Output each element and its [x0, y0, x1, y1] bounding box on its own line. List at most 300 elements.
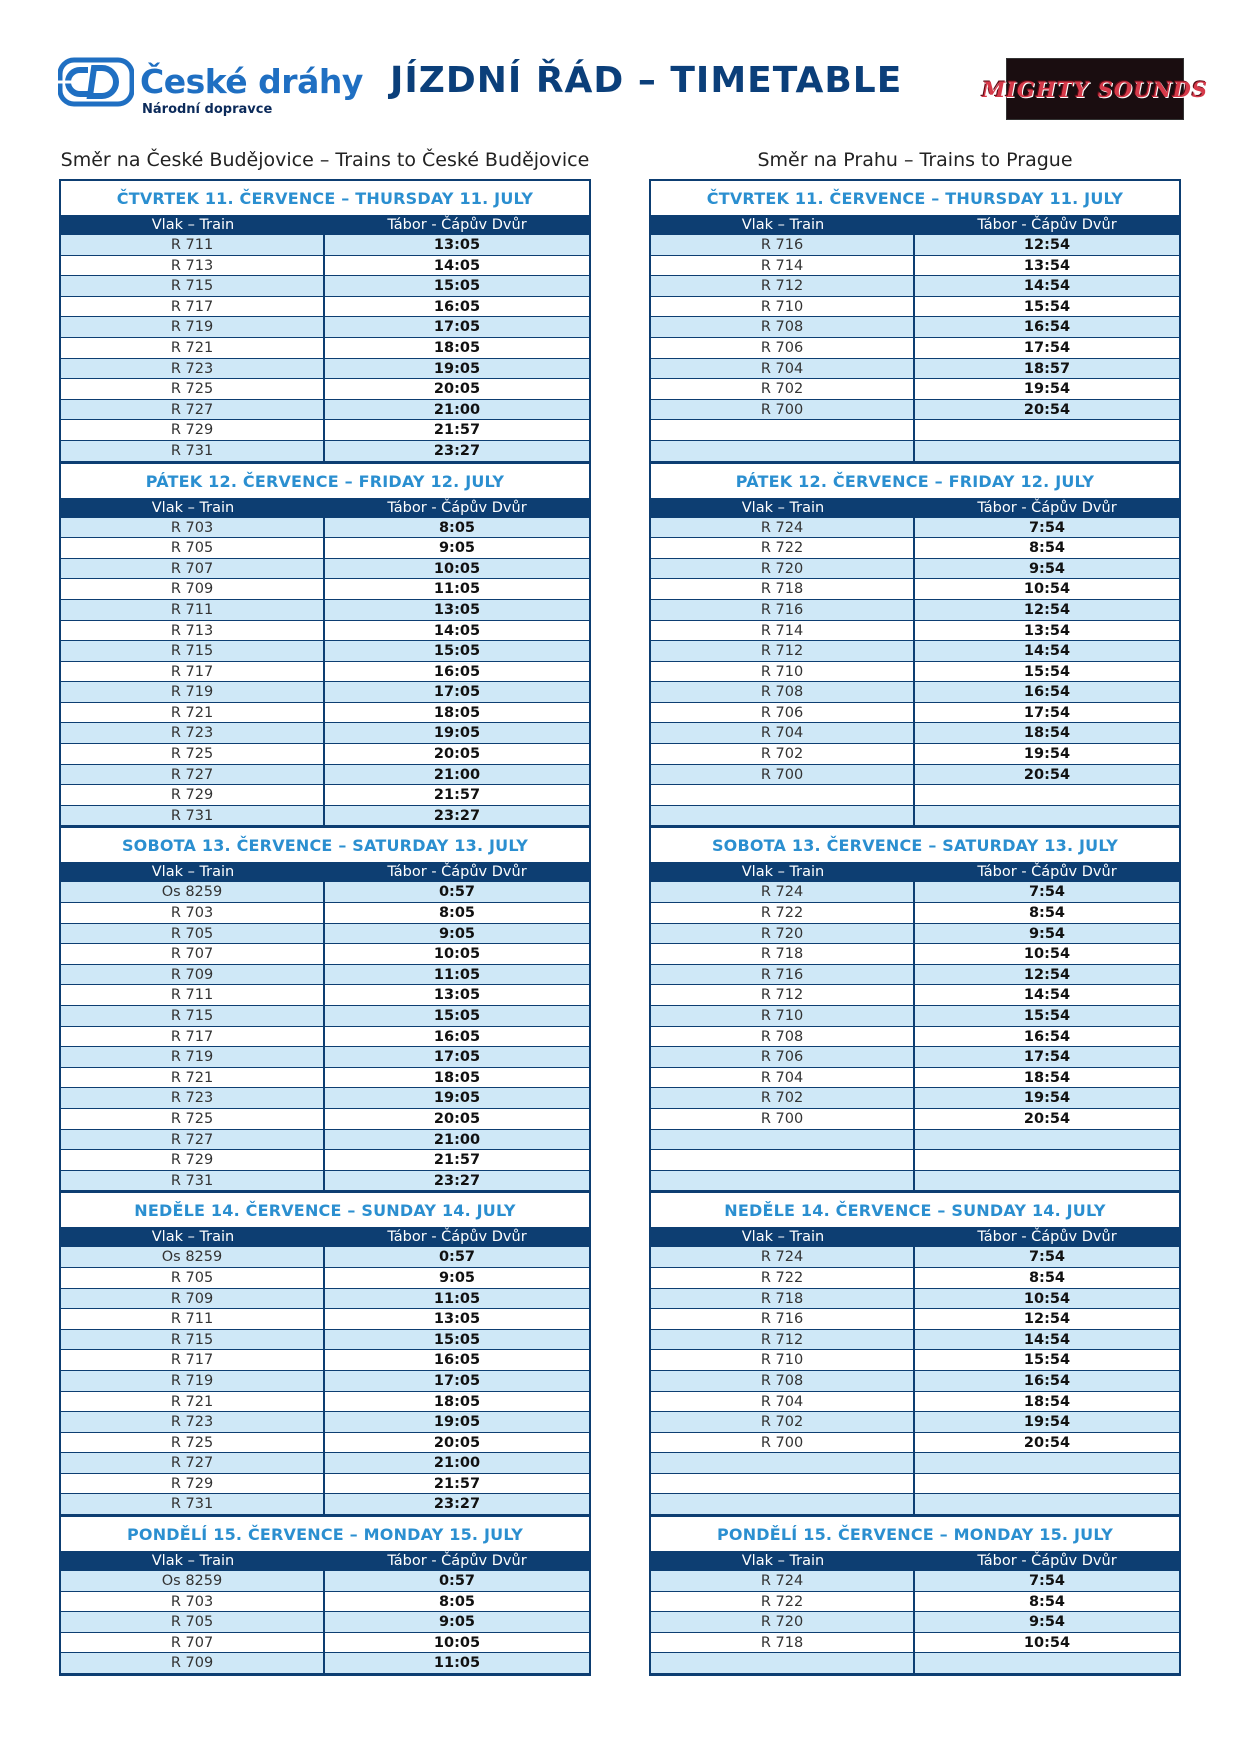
departure-time: 21:00 — [433, 766, 481, 783]
table-body — [651, 518, 1179, 827]
table-bottom-border — [59, 1674, 591, 1676]
table-row — [651, 359, 1179, 380]
train-number: R 704 — [651, 1392, 915, 1412]
table-row — [61, 1027, 589, 1048]
table-row — [651, 1474, 1179, 1495]
departure-time: 11:05 — [433, 581, 481, 598]
train-number: R 706 — [651, 703, 915, 723]
table-row — [651, 338, 1179, 359]
page-header — [0, 0, 1240, 135]
departure-time: 9:05 — [438, 925, 476, 942]
table-row — [651, 1109, 1179, 1130]
train-number: R 713 — [61, 621, 325, 641]
table-row — [61, 1130, 589, 1151]
table-row — [651, 1412, 1179, 1433]
train-number: R 710 — [651, 1350, 915, 1370]
table-row — [61, 297, 589, 318]
departure-time: 13:05 — [433, 987, 481, 1004]
departure-time: 9:05 — [438, 1269, 476, 1286]
table-row — [61, 579, 589, 600]
table-row — [61, 1653, 589, 1674]
train-number: R 724 — [651, 882, 915, 902]
train-number: R 710 — [651, 662, 915, 682]
table-body — [651, 1247, 1179, 1515]
table-row — [61, 965, 589, 986]
table-bottom-border — [649, 1674, 1181, 1676]
table-row — [61, 1371, 589, 1392]
timetable-column-prague — [649, 145, 1181, 1676]
table-row — [651, 1130, 1179, 1151]
train-number: R 703 — [61, 903, 325, 923]
table-row — [651, 600, 1179, 621]
train-number: R 715 — [61, 276, 325, 296]
train-number: R 706 — [651, 1047, 915, 1067]
table-row — [651, 1289, 1179, 1310]
table-row — [651, 256, 1179, 277]
table-row — [651, 682, 1179, 703]
departure-time: 17:54 — [1023, 339, 1071, 356]
train-number — [651, 1494, 915, 1514]
table-header — [651, 1227, 1179, 1247]
train-number: R 709 — [61, 1653, 325, 1673]
departure-time: 18:57 — [1023, 360, 1071, 377]
day-title: NEDĚLE 14. ČERVENCE – SUNDAY 14. JULY — [61, 1193, 589, 1227]
table-row — [651, 1494, 1179, 1515]
departure-time: 21:00 — [433, 1131, 481, 1148]
day-table — [59, 179, 591, 462]
train-number: R 718 — [651, 1289, 915, 1309]
departure-time: 19:54 — [1023, 1090, 1071, 1107]
train-number: R 722 — [651, 903, 915, 923]
train-number: R 722 — [651, 538, 915, 558]
train-number: R 723 — [61, 1412, 325, 1432]
departure-time: 18:54 — [1023, 1069, 1071, 1086]
table-body — [651, 235, 1179, 462]
header-time: Tábor - Čápův Dvůr — [387, 217, 527, 233]
train-number — [651, 1653, 915, 1673]
departure-time — [915, 1453, 1179, 1473]
departure-time: 20:05 — [433, 381, 481, 398]
train-number: R 719 — [61, 1047, 325, 1067]
departure-time: 7:54 — [1028, 884, 1066, 901]
train-number — [651, 1150, 915, 1170]
departure-time — [915, 1653, 1179, 1673]
train-number: R 707 — [61, 944, 325, 964]
table-row — [651, 903, 1179, 924]
departure-time: 15:54 — [1023, 663, 1071, 680]
table-row — [651, 1027, 1179, 1048]
logo-name: České dráhy — [140, 62, 363, 101]
departure-time — [915, 1171, 1179, 1191]
day-title: NEDĚLE 14. ČERVENCE – SUNDAY 14. JULY — [651, 1193, 1179, 1227]
ceske-drahy-logo — [58, 56, 363, 126]
train-number: R 714 — [651, 621, 915, 641]
day-table — [59, 1191, 591, 1515]
train-number: R 717 — [61, 1027, 325, 1047]
train-number: R 723 — [61, 359, 325, 379]
train-number — [651, 785, 915, 805]
train-number — [651, 1130, 915, 1150]
table-row — [651, 621, 1179, 642]
train-number: R 727 — [61, 765, 325, 785]
train-number: R 723 — [61, 1088, 325, 1108]
logo-subtitle: Národní dopravce — [142, 102, 273, 117]
table-row — [61, 538, 589, 559]
day-table — [59, 462, 591, 827]
departure-time: 21:00 — [433, 1455, 481, 1472]
train-number: R 731 — [61, 1171, 325, 1191]
departure-time: 20:05 — [433, 1434, 481, 1451]
departure-time: 18:05 — [433, 1069, 481, 1086]
table-row — [651, 723, 1179, 744]
departure-time: 15:54 — [1023, 1352, 1071, 1369]
table-row — [61, 256, 589, 277]
departure-time: 21:00 — [433, 401, 481, 418]
train-number: R 711 — [61, 985, 325, 1005]
departure-time: 11:05 — [433, 1655, 481, 1672]
departure-time — [915, 1130, 1179, 1150]
table-row — [61, 723, 589, 744]
table-row — [61, 1494, 589, 1515]
departure-time: 10:05 — [433, 946, 481, 963]
train-number: R 720 — [651, 1612, 915, 1632]
table-row — [651, 518, 1179, 539]
train-number: R 709 — [61, 965, 325, 985]
departure-time: 11:05 — [433, 966, 481, 983]
table-row — [61, 662, 589, 683]
table-row — [651, 924, 1179, 945]
day-table — [649, 1191, 1181, 1515]
train-number: R 715 — [61, 641, 325, 661]
train-number: R 725 — [61, 1433, 325, 1453]
direction-title: Směr na České Budějovice – Trains to České Budějovice — [60, 149, 590, 171]
train-number: R 727 — [61, 1130, 325, 1150]
departure-time: 10:54 — [1023, 1290, 1071, 1307]
cd-logo-icon — [58, 56, 134, 108]
table-row — [61, 1612, 589, 1633]
train-number: R 702 — [651, 744, 915, 764]
train-number: R 731 — [61, 441, 325, 461]
departure-time: 15:05 — [433, 1008, 481, 1024]
table-header — [61, 1551, 589, 1571]
table-body — [61, 882, 589, 1191]
table-body — [61, 235, 589, 462]
table-row — [651, 538, 1179, 559]
table-row — [651, 1268, 1179, 1289]
train-number: R 700 — [651, 400, 915, 420]
train-number: R 705 — [61, 1612, 325, 1632]
departure-time: 21:57 — [433, 422, 481, 439]
train-number: R 716 — [651, 600, 915, 620]
table-row — [61, 621, 589, 642]
table-body — [61, 518, 589, 827]
day-table — [649, 462, 1181, 827]
table-row — [61, 1474, 589, 1495]
train-number: R 721 — [61, 338, 325, 358]
train-number: R 702 — [651, 1412, 915, 1432]
table-header — [651, 1551, 1179, 1571]
departure-time: 7:54 — [1028, 1573, 1066, 1590]
departure-time: 21:57 — [433, 1475, 481, 1492]
header-train: Vlak – Train — [741, 1229, 825, 1246]
departure-time: 17:05 — [433, 684, 481, 701]
departure-time: 18:05 — [433, 704, 481, 721]
departure-time: 14:05 — [433, 257, 481, 274]
table-row — [61, 1412, 589, 1433]
train-number: R 704 — [651, 723, 915, 743]
header-train: Vlak – Train — [151, 1553, 235, 1570]
train-number: R 702 — [651, 379, 915, 399]
train-number: R 712 — [651, 276, 915, 296]
departure-time: 19:54 — [1023, 746, 1071, 763]
table-header — [651, 498, 1179, 518]
table-row — [651, 441, 1179, 462]
header-time: Tábor - Čápův Dvůr — [387, 499, 527, 516]
departure-time: 19:05 — [433, 1414, 481, 1431]
train-number: R 721 — [61, 703, 325, 723]
table-row — [651, 1612, 1179, 1633]
train-number: R 700 — [651, 765, 915, 785]
table-header — [61, 215, 589, 235]
table-row — [61, 985, 589, 1006]
train-number: R 720 — [651, 924, 915, 944]
train-number: R 724 — [651, 1247, 915, 1267]
train-number: R 702 — [651, 1088, 915, 1108]
train-number — [651, 1474, 915, 1494]
train-number: R 719 — [61, 682, 325, 702]
header-train: Vlak – Train — [741, 217, 825, 233]
table-row — [651, 420, 1179, 441]
train-number: R 709 — [61, 579, 325, 599]
table-row — [61, 806, 589, 827]
header-time: Tábor - Čápův Dvůr — [977, 499, 1117, 516]
train-number: R 719 — [61, 1371, 325, 1391]
train-number: R 700 — [651, 1433, 915, 1453]
day-table — [649, 1515, 1181, 1674]
departure-time: 16:05 — [433, 1352, 481, 1369]
table-row — [651, 1247, 1179, 1268]
table-row — [651, 1392, 1179, 1413]
table-header — [651, 215, 1179, 235]
departure-time: 17:54 — [1023, 1049, 1071, 1066]
departure-time: 20:54 — [1023, 1434, 1071, 1451]
table-row — [61, 600, 589, 621]
train-number: R 729 — [61, 1150, 325, 1170]
table-row — [61, 1088, 589, 1109]
train-number: R 704 — [651, 1068, 915, 1088]
direction-title: Směr na Prahu – Trains to Prague — [757, 149, 1073, 171]
departure-time: 15:54 — [1023, 1008, 1071, 1024]
train-number: R 727 — [61, 1453, 325, 1473]
timetable-column-ceske-budejovice — [59, 145, 591, 1676]
table-row — [61, 1592, 589, 1613]
departure-time: 14:54 — [1023, 1331, 1071, 1348]
train-number — [651, 806, 915, 826]
train-number: R 703 — [61, 518, 325, 538]
festival-logo — [981, 58, 1209, 120]
departure-time: 10:54 — [1023, 581, 1071, 598]
table-row — [61, 400, 589, 421]
departure-time: 10:54 — [1023, 1634, 1071, 1651]
departure-time: 9:05 — [438, 1614, 476, 1631]
departure-time: 7:54 — [1028, 1249, 1066, 1266]
train-number: R 729 — [61, 420, 325, 440]
table-header — [61, 498, 589, 518]
departure-time: 14:05 — [433, 622, 481, 639]
table-row — [61, 924, 589, 945]
departure-time: 12:54 — [1023, 601, 1071, 618]
departure-time: 17:54 — [1023, 704, 1071, 721]
departure-time: 21:57 — [433, 1152, 481, 1169]
day-table — [59, 826, 591, 1191]
departure-time — [915, 441, 1179, 461]
departure-time: 0:57 — [438, 884, 476, 901]
table-row — [61, 1150, 589, 1171]
departure-time: 17:05 — [433, 319, 481, 336]
departure-time: 13:05 — [433, 601, 481, 618]
departure-time: 19:54 — [1023, 1414, 1071, 1431]
departure-time: 20:05 — [433, 746, 481, 763]
departure-time: 10:54 — [1023, 946, 1071, 963]
train-number: R 727 — [61, 400, 325, 420]
train-number: R 720 — [651, 559, 915, 579]
train-number: R 704 — [651, 359, 915, 379]
table-row — [61, 1571, 589, 1592]
train-number — [651, 1171, 915, 1191]
header-train: Vlak – Train — [151, 864, 235, 881]
table-row — [61, 1330, 589, 1351]
train-number: Os 8259 — [61, 882, 325, 902]
departure-time: 12:54 — [1023, 966, 1071, 983]
festival-logo-text: MIGHTY SOUNDS — [981, 76, 1209, 102]
train-number: R 707 — [61, 1633, 325, 1653]
table-row — [61, 518, 589, 539]
header-time: Tábor - Čápův Dvůr — [977, 1553, 1117, 1570]
train-number: R 718 — [651, 579, 915, 599]
train-number: R 712 — [651, 641, 915, 661]
departure-time: 20:54 — [1023, 1110, 1071, 1127]
departure-time: 16:05 — [433, 1028, 481, 1045]
train-number — [651, 441, 915, 461]
table-row — [61, 1068, 589, 1089]
table-row — [61, 1633, 589, 1654]
departure-time: 15:05 — [433, 643, 481, 660]
table-row — [61, 1309, 589, 1330]
table-row — [651, 1047, 1179, 1068]
departure-time: 16:54 — [1023, 1372, 1071, 1389]
table-row — [61, 1171, 589, 1192]
table-row — [61, 276, 589, 297]
train-number: R 712 — [651, 985, 915, 1005]
departure-time: 19:05 — [433, 725, 481, 742]
departure-time: 8:54 — [1028, 540, 1066, 557]
train-number: R 716 — [651, 235, 915, 255]
train-number: R 705 — [61, 1268, 325, 1288]
train-number: R 707 — [61, 559, 325, 579]
train-number: R 721 — [61, 1068, 325, 1088]
departure-time: 14:54 — [1023, 643, 1071, 660]
train-number: R 708 — [651, 317, 915, 337]
table-header — [61, 1227, 589, 1247]
departure-time: 19:54 — [1023, 381, 1071, 398]
departure-time: 8:54 — [1028, 1269, 1066, 1286]
departure-time: 17:05 — [433, 1049, 481, 1066]
departure-time: 13:54 — [1023, 622, 1071, 639]
page-title: JÍZDNÍ ŘÁD – TIMETABLE — [390, 60, 903, 101]
day-title: PÁTEK 12. ČERVENCE – FRIDAY 12. JULY — [61, 464, 589, 498]
train-number: R 729 — [61, 785, 325, 805]
train-number: R 710 — [651, 297, 915, 317]
header-train: Vlak – Train — [741, 499, 825, 516]
departure-time: 9:54 — [1028, 560, 1066, 577]
train-number: R 716 — [651, 1309, 915, 1329]
day-table — [59, 1515, 591, 1674]
table-row — [61, 1109, 589, 1130]
table-row — [651, 559, 1179, 580]
departure-time — [915, 806, 1179, 826]
table-header — [651, 862, 1179, 882]
departure-time: 13:54 — [1023, 257, 1071, 274]
train-number: R 700 — [651, 1109, 915, 1129]
header-time: Tábor - Čápův Dvůr — [387, 1553, 527, 1570]
train-number: R 731 — [61, 1494, 325, 1514]
train-number: R 705 — [61, 924, 325, 944]
departure-time: 8:54 — [1028, 905, 1066, 922]
table-row — [651, 400, 1179, 421]
table-row — [61, 1350, 589, 1371]
departure-time — [915, 785, 1179, 805]
table-row — [61, 1006, 589, 1027]
departure-time: 23:27 — [433, 1172, 481, 1189]
table-row — [61, 317, 589, 338]
header-train: Vlak – Train — [151, 499, 235, 516]
table-row — [651, 317, 1179, 338]
table-row — [61, 1392, 589, 1413]
departure-time: 11:05 — [433, 1290, 481, 1307]
departure-time: 8:05 — [438, 1593, 476, 1610]
train-number: R 717 — [61, 297, 325, 317]
table-row — [651, 1633, 1179, 1654]
table-row — [651, 944, 1179, 965]
train-number: R 710 — [651, 1006, 915, 1026]
train-number: R 711 — [61, 235, 325, 255]
table-row — [651, 1453, 1179, 1474]
departure-time: 23:27 — [433, 442, 481, 459]
table-header — [61, 862, 589, 882]
departure-time: 15:05 — [433, 278, 481, 295]
departure-time — [915, 1150, 1179, 1170]
departure-time: 14:54 — [1023, 987, 1071, 1004]
departure-time: 18:05 — [433, 339, 481, 356]
table-row — [651, 985, 1179, 1006]
departure-time: 16:54 — [1023, 684, 1071, 701]
train-number: R 706 — [651, 338, 915, 358]
train-number: R 724 — [651, 1571, 915, 1591]
table-row — [61, 641, 589, 662]
train-number: R 717 — [61, 662, 325, 682]
departure-time: 7:54 — [1028, 519, 1066, 536]
train-number: R 709 — [61, 1289, 325, 1309]
table-row — [61, 1433, 589, 1454]
train-number: R 705 — [61, 538, 325, 558]
table-row — [651, 765, 1179, 786]
departure-time: 8:05 — [438, 519, 476, 536]
train-number: R 722 — [651, 1268, 915, 1288]
table-row — [651, 1592, 1179, 1613]
departure-time: 15:05 — [433, 1331, 481, 1348]
train-number: R 724 — [651, 518, 915, 538]
departure-time: 8:05 — [438, 905, 476, 922]
